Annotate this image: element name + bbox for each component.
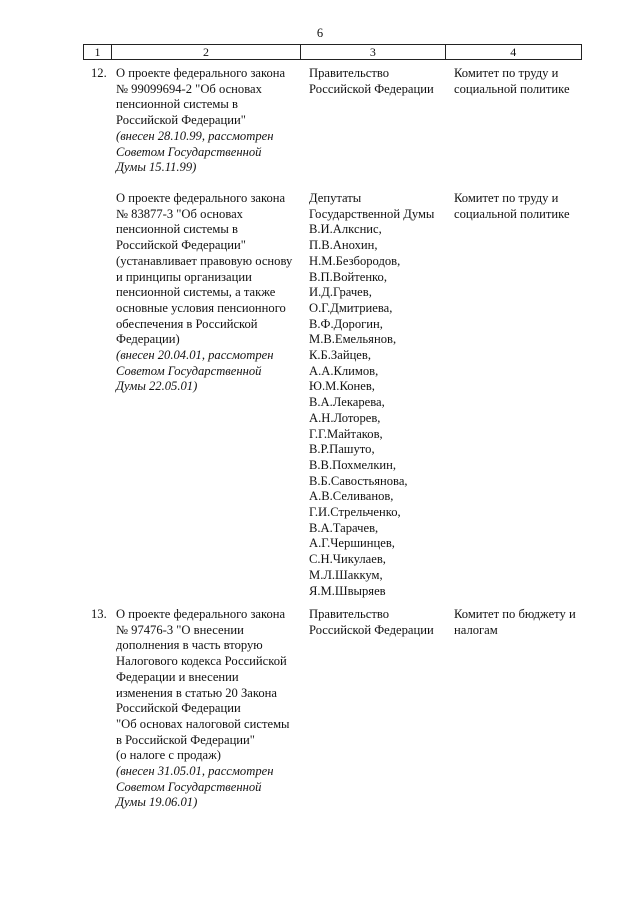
text-line: Думы 15.11.99) [116,160,197,175]
column-3-header: 3 [300,45,444,59]
text-line: дополнения в часть вторую [116,638,263,653]
page-number: 6 [316,26,324,40]
text-line: Российской Федерации" [116,238,246,253]
text-line: в Российской Федерации" [116,732,255,747]
text-line: № 83877-3 "Об основах [116,206,243,221]
text-line: пенсионной системы, а также [116,285,276,300]
text-line: Г.Г.Майтаков, [309,426,383,441]
text-line: социальной политике [454,81,570,96]
text-line: В.Б.Савостьянова, [309,473,408,488]
text-line: В.П.Войтенко, [309,269,387,284]
text-line: А.Г.Чершинцев, [309,536,395,551]
text-line: Н.М.Безбородов, [309,253,401,268]
text-line: П.В.Анохин, [309,238,378,253]
text-line: Федерации и внесении [116,669,239,684]
text-line: И.Д.Грачев, [309,285,372,300]
responsible-committee [454,191,570,222]
entry-number: 12. [91,66,107,80]
text-line: О проекте федерального закона [116,191,286,205]
responsible-committee [454,607,576,638]
text-line: пенсионной системы в [116,97,238,112]
text-line: налогам [454,622,498,637]
text-line: О проекте федерального закона [116,66,286,80]
text-line: Российской Федерации [116,701,241,716]
text-line: В.И.Алкснис, [309,222,382,237]
entry-number: 13. [91,607,107,621]
bill-description [116,66,285,176]
text-line: В.А.Лекарева, [309,395,385,410]
text-line: Правительство [309,66,390,80]
text-line: Советом Государственной [116,779,262,794]
text-line: В.В.Похмелкин, [309,457,397,472]
text-line: Федерации) [116,332,180,347]
text-line: № 97476-3 "О внесении [116,622,244,637]
bill-description [116,607,290,811]
text-line: Государственной Думы [309,206,435,221]
text-line: (о налоге с продаж) [116,748,221,763]
text-line: Депутаты [309,191,362,205]
text-line: В.Ф.Дорогин, [309,316,383,331]
text-line: О.Г.Дмитриева, [309,300,393,315]
text-line: и принципы организации [116,269,252,284]
bill-author [309,607,434,638]
text-line: Я.М.Швыряев [309,583,386,598]
text-line: К.Б.Зайцев, [309,348,371,363]
text-line: Комитет по труду и [454,66,559,80]
text-line: М.В.Емельянов, [309,332,397,347]
text-line: (устанавливает правовую основу [116,253,293,268]
text-line: "Об основах налоговой системы [116,716,290,731]
bill-description [116,191,292,395]
text-line: социальной политике [454,206,570,221]
text-line: А.А.Климов, [309,363,379,378]
bill-author [309,191,434,599]
text-line: В.А.Тарачев, [309,520,379,535]
table-column-header [83,44,582,60]
text-line: С.Н.Чикулаев, [309,552,386,567]
text-line: Российской Федерации [309,622,434,637]
text-line: обеспечения в Российской [116,316,258,331]
text-line: Ю.М.Конев, [309,379,375,394]
text-line: Г.И.Стрельченко, [309,505,401,520]
responsible-committee [454,66,570,97]
text-line: В.Р.Пашуто, [309,442,375,457]
text-line: основные условия пенсионного [116,300,286,315]
text-line: А.Н.Лоторев, [309,410,381,425]
text-line: (внесен 31.05.01, рассмотрен [116,764,274,779]
bill-author [309,66,434,97]
text-line: Думы 19.06.01) [116,795,198,810]
text-line: Российской Федерации [309,81,434,96]
text-line: Комитет по труду и [454,191,559,205]
text-line: пенсионной системы в [116,222,238,237]
column-2-header: 2 [111,45,300,59]
text-line: Советом Государственной [116,144,262,159]
text-line: изменения в статью 20 Закона [116,685,278,700]
text-line: О проекте федерального закона [116,607,286,621]
text-line: Думы 22.05.01) [116,379,198,394]
text-line: Комитет по бюджету и [454,607,576,621]
text-line: А.В.Селиванов, [309,489,394,504]
text-line: Российской Федерации" [116,113,246,128]
text-line: (внесен 28.10.99, рассмотрен [116,128,274,143]
column-1-header: 1 [94,45,101,59]
text-line: (внесен 20.04.01, рассмотрен [116,348,274,363]
text-line: Советом Государственной [116,363,262,378]
text-line: Правительство [309,607,390,621]
column-4-header: 4 [445,45,581,59]
text-line: М.Л.Шаккум, [309,567,383,582]
text-line: № 99099694-2 "Об основах [116,81,262,96]
text-line: Налогового кодекса Российской [116,654,287,669]
